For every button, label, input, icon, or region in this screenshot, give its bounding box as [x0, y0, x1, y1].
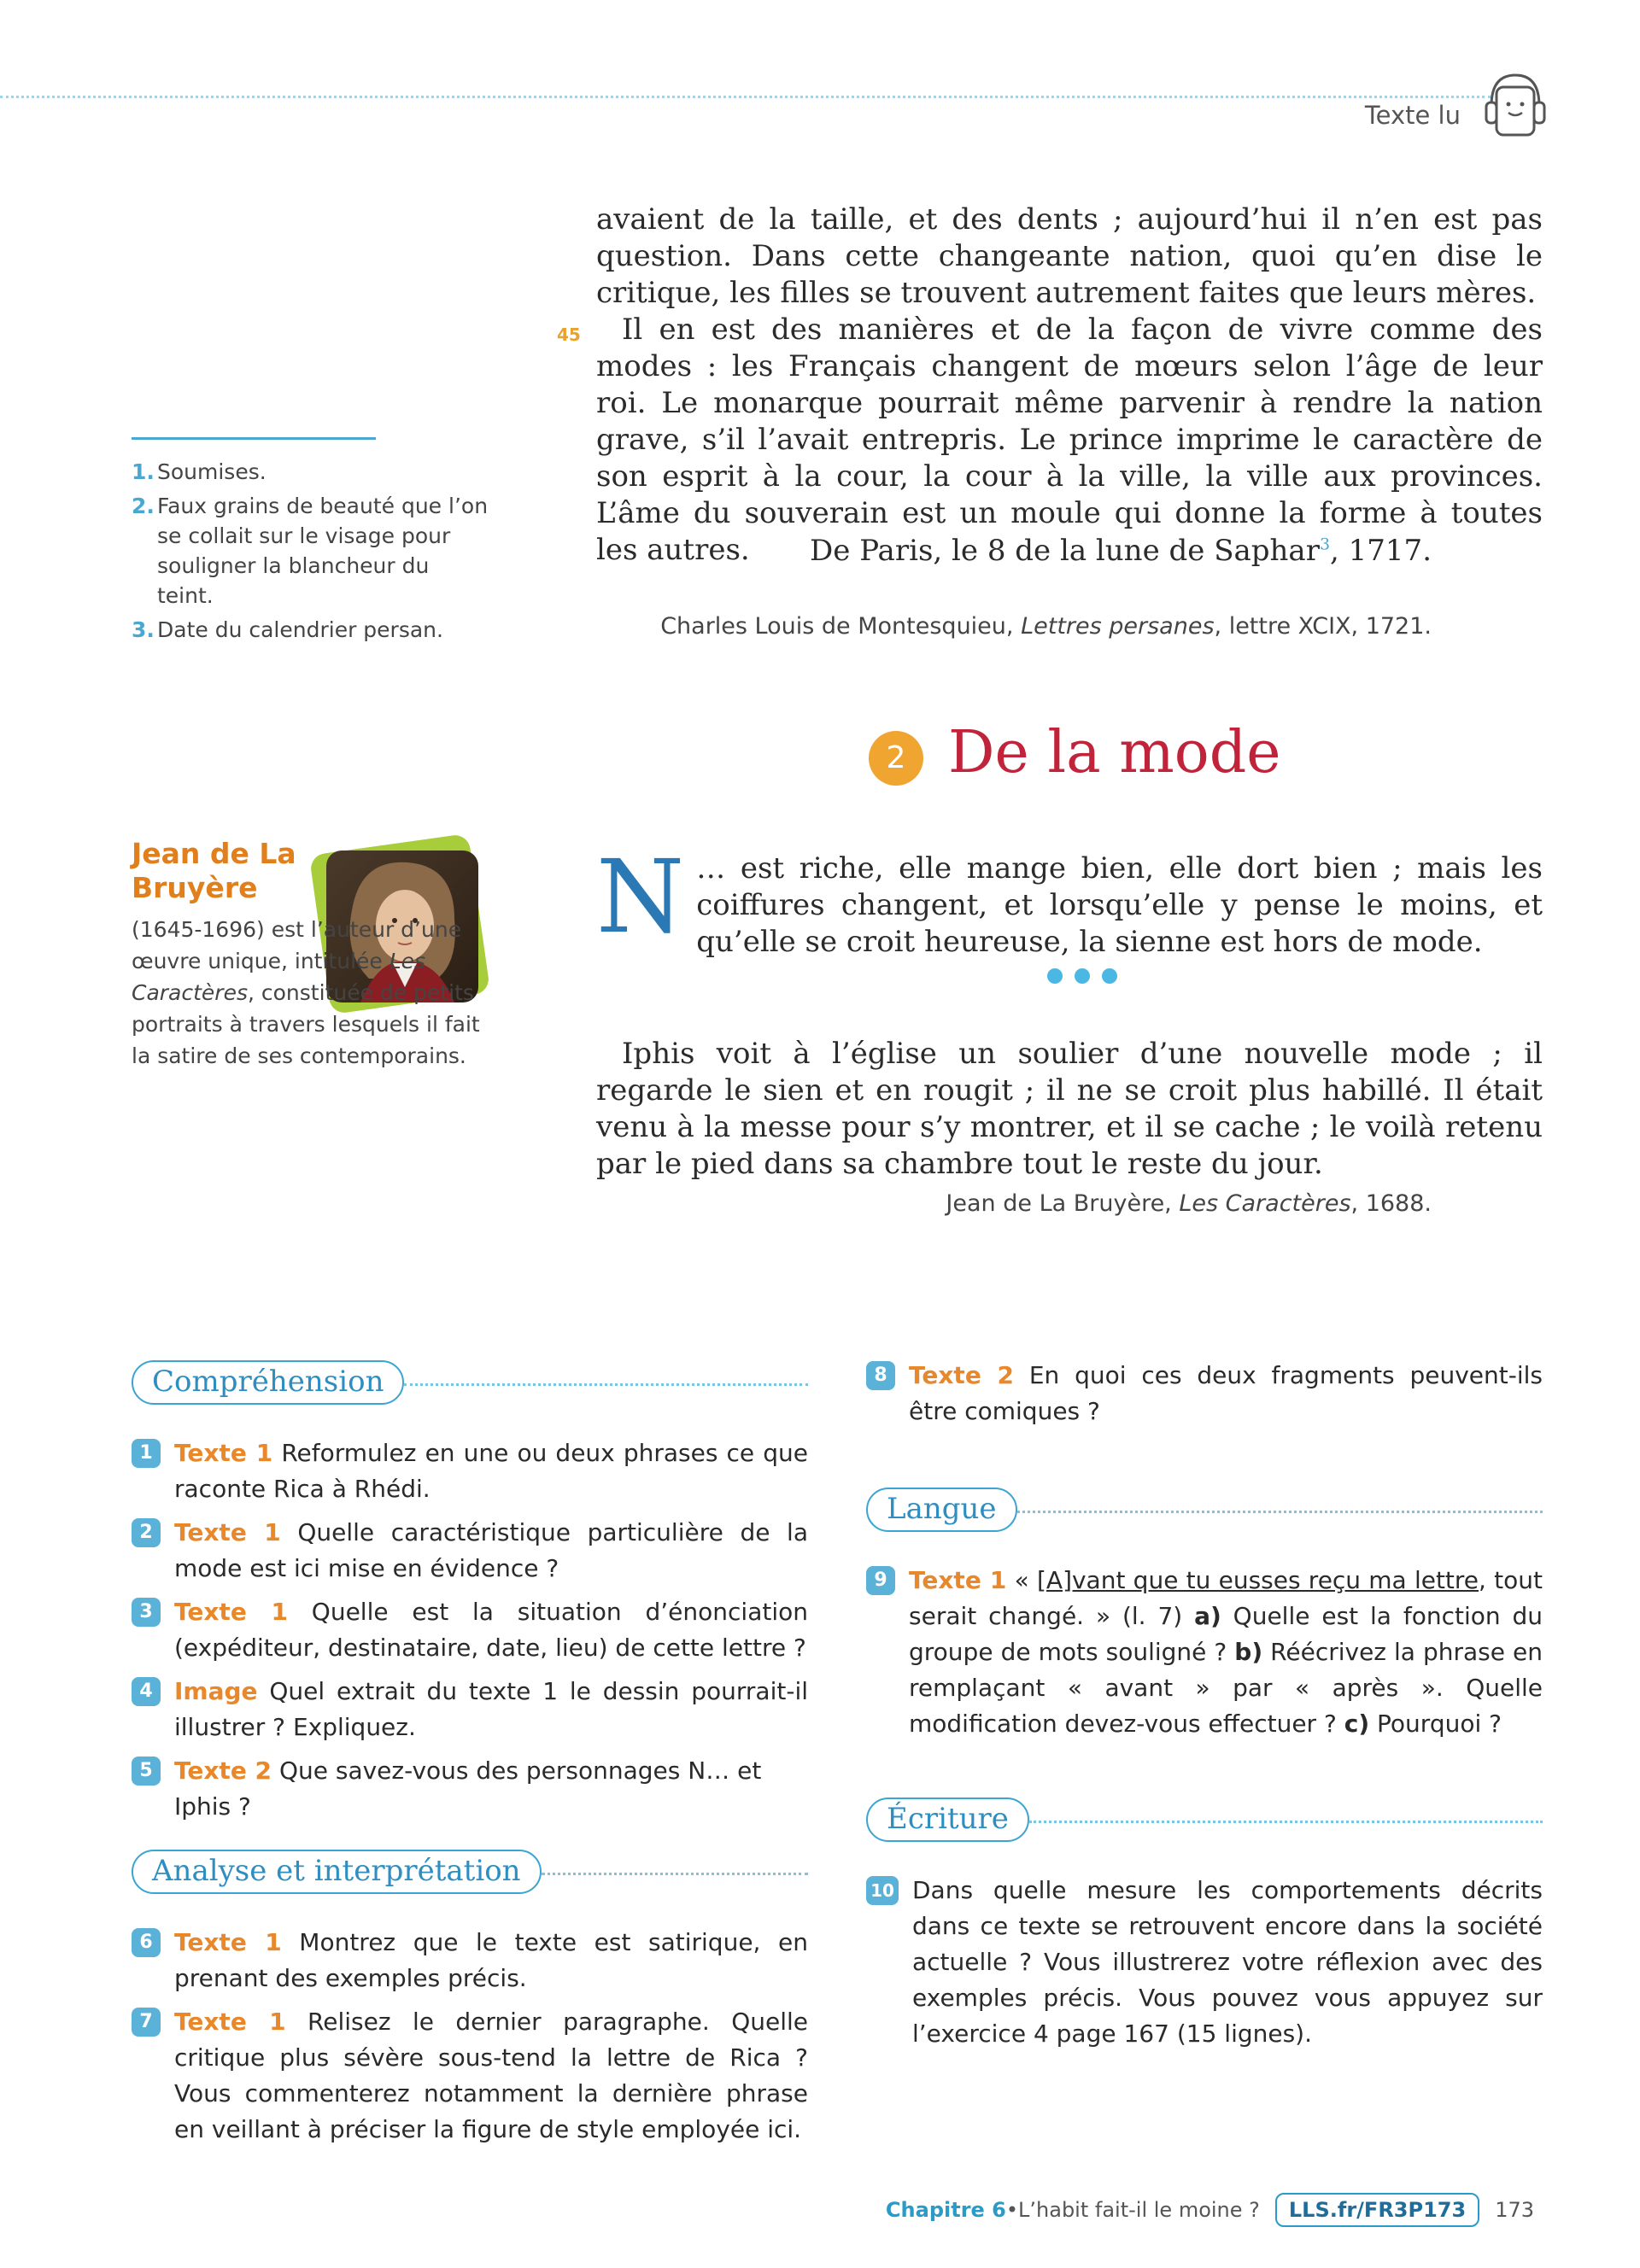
text2-paragraph-2: Iphis voit à l’église un soulier d’une nouvelle mode ; il regarde le sien et en rougit ; il ne se croit plus habillé. Il était venu à la messe pour s’y montrer, et il se cache ; le voilà retenu par le pied dans sa chambre tout le reste du jour.	[596, 1037, 1543, 1181]
analyse-heading: Analyse et interprétation	[132, 1850, 542, 1894]
question-9: 9 Texte 1 « [A]vant que tu eusses reçu ma lettre, tout serait changé. » (l. 7) a) Quelle est la fonction du groupe de mots souligné ? b) Réécrivez la phrase en remplaçant « avant » par « après ». Quelle modification devez-vous effectuer ? c) Pourquoi ?	[866, 1563, 1543, 1742]
section-separator	[1047, 968, 1129, 987]
text1-paragraph-2: Il en est des manières et de la façon de vivre comme des modes : les Français changent de mœurs selon l’âge de leur roi. Le monarque pourrait même parvenir à rendre la nation grave, s’il l’avait entrepris. Le prince imprime le caractère de son esprit à la cour, la cour à la ville, la ville aux provinces. L’âme du souverain est un moule qui donne la forme à toutes les autres.	[596, 313, 1543, 567]
text1-paragraph-start: avaient de la taille, et des dents ; aujourd’hui il n’en est pas question. Dans cette changeante nation, quoi qu’en dise le critique, les filles se trouvent autrement faites que leurs mères.	[596, 202, 1543, 310]
footer-chapter-title: L’habit fait-il le moine ?	[1018, 2198, 1260, 2222]
author-name: Jean de La Bruyère	[132, 837, 296, 904]
question-4: 4 Image Quel extrait du texte 1 le dessin pourrait-il illustrer ? Expliquez.	[132, 1674, 808, 1745]
footnote-1: 1. Soumises.	[132, 459, 266, 484]
ecriture-heading: Écriture	[866, 1797, 1029, 1842]
question-7: 7 Texte 1 Relisez le dernier paragraphe. Quelle critique plus sévère sous-tend la lettre de Rica ? Vous commenterez notamment la dernière phrase en veillant à préciser la figure de style employée ici.	[132, 2004, 808, 2148]
page-number: 173	[1495, 2198, 1534, 2222]
footnote-ref-3: 3	[1319, 535, 1331, 554]
headphones-icon[interactable]	[1483, 68, 1548, 143]
footer-chapter: Chapitre 6	[885, 2198, 1006, 2222]
question-10: 10 Dans quelle mesure les comportements décrits dans ce texte se retrouvent encore dans la société actuelle ? Vous illustrerez votre réflexion avec des exemples précis. Vous pouvez vous appuyez sur l’exercice 4 page 167 (15 lignes).	[866, 1873, 1543, 2052]
section-number-badge: 2	[869, 731, 923, 786]
question-1: 1 Texte 1 Reformulez en une ou deux phrases ce que raconte Rica à Rhédi.	[132, 1435, 808, 1507]
letter-signature: De Paris, le 8 de la lune de Saphar$^3$, 1717.	[810, 534, 1432, 568]
question-3: 3 Texte 1 Quelle est la situation d’énonciation (expéditeur, destinataire, date, lieu) de cette lettre ?	[132, 1594, 808, 1666]
line-number: 45	[557, 324, 581, 345]
footer-link[interactable]: LLS.fr/FR3P173	[1275, 2193, 1479, 2227]
header-label: Texte lu	[1364, 101, 1461, 130]
section-title: De la mode	[948, 719, 1281, 786]
comprehension-heading: Compréhension	[132, 1360, 404, 1405]
page-footer: Chapitre 6 • L’habit fait-il le moine ? LLS.fr/FR3P173 173	[886, 2193, 1534, 2227]
section-ecriture	[866, 1797, 1543, 1842]
section-langue	[866, 1488, 1543, 1532]
footnote-rule	[132, 437, 376, 440]
langue-heading: Langue	[866, 1488, 1017, 1532]
footnotes	[132, 457, 490, 649]
author-bio: (1645-1696) est l’auteur d’une œuvre unique, intitulée Les Caractères, constituée de petits portraits à travers lesquels il fait la satire de ses contemporains.	[132, 917, 480, 1068]
text2-paragraph-1: N … est riche, elle mange bien, elle dort bien ; mais les coiffures changent, et lorsqu’elle y pense le moins, et qu’elle se croit heureuse, la sienne est hors de mode.	[596, 838, 1543, 959]
header-dotted-rule	[0, 96, 1491, 98]
dropcap: N	[596, 838, 685, 956]
section-analyse	[132, 1850, 808, 1894]
footnote-3: 3. Date du calendrier persan.	[132, 617, 443, 642]
text1-source: Charles Louis de Montesquieu, Lettres persanes, lettre XCIX, 1721.	[660, 613, 1432, 640]
text2-source: Jean de La Bruyère, Les Caractères, 1688.	[946, 1190, 1432, 1217]
footnote-2: 2. Faux grains de beauté que l’on se collait sur le visage pour souligner la blancheur du teint.	[132, 494, 489, 608]
question-8: 8 Texte 2 En quoi ces deux fragments peuvent-ils être comiques ?	[866, 1358, 1543, 1429]
question-5: 5 Texte 2 Que savez-vous des personnages N… et Iphis ?	[132, 1753, 808, 1825]
question-6: 6 Texte 1 Montrez que le texte est satirique, en prenant des exemples précis.	[132, 1925, 808, 1996]
question-2: 2 Texte 1 Quelle caractéristique particulière de la mode est ici mise en évidence ?	[132, 1515, 808, 1587]
section-comprehension	[132, 1360, 808, 1405]
